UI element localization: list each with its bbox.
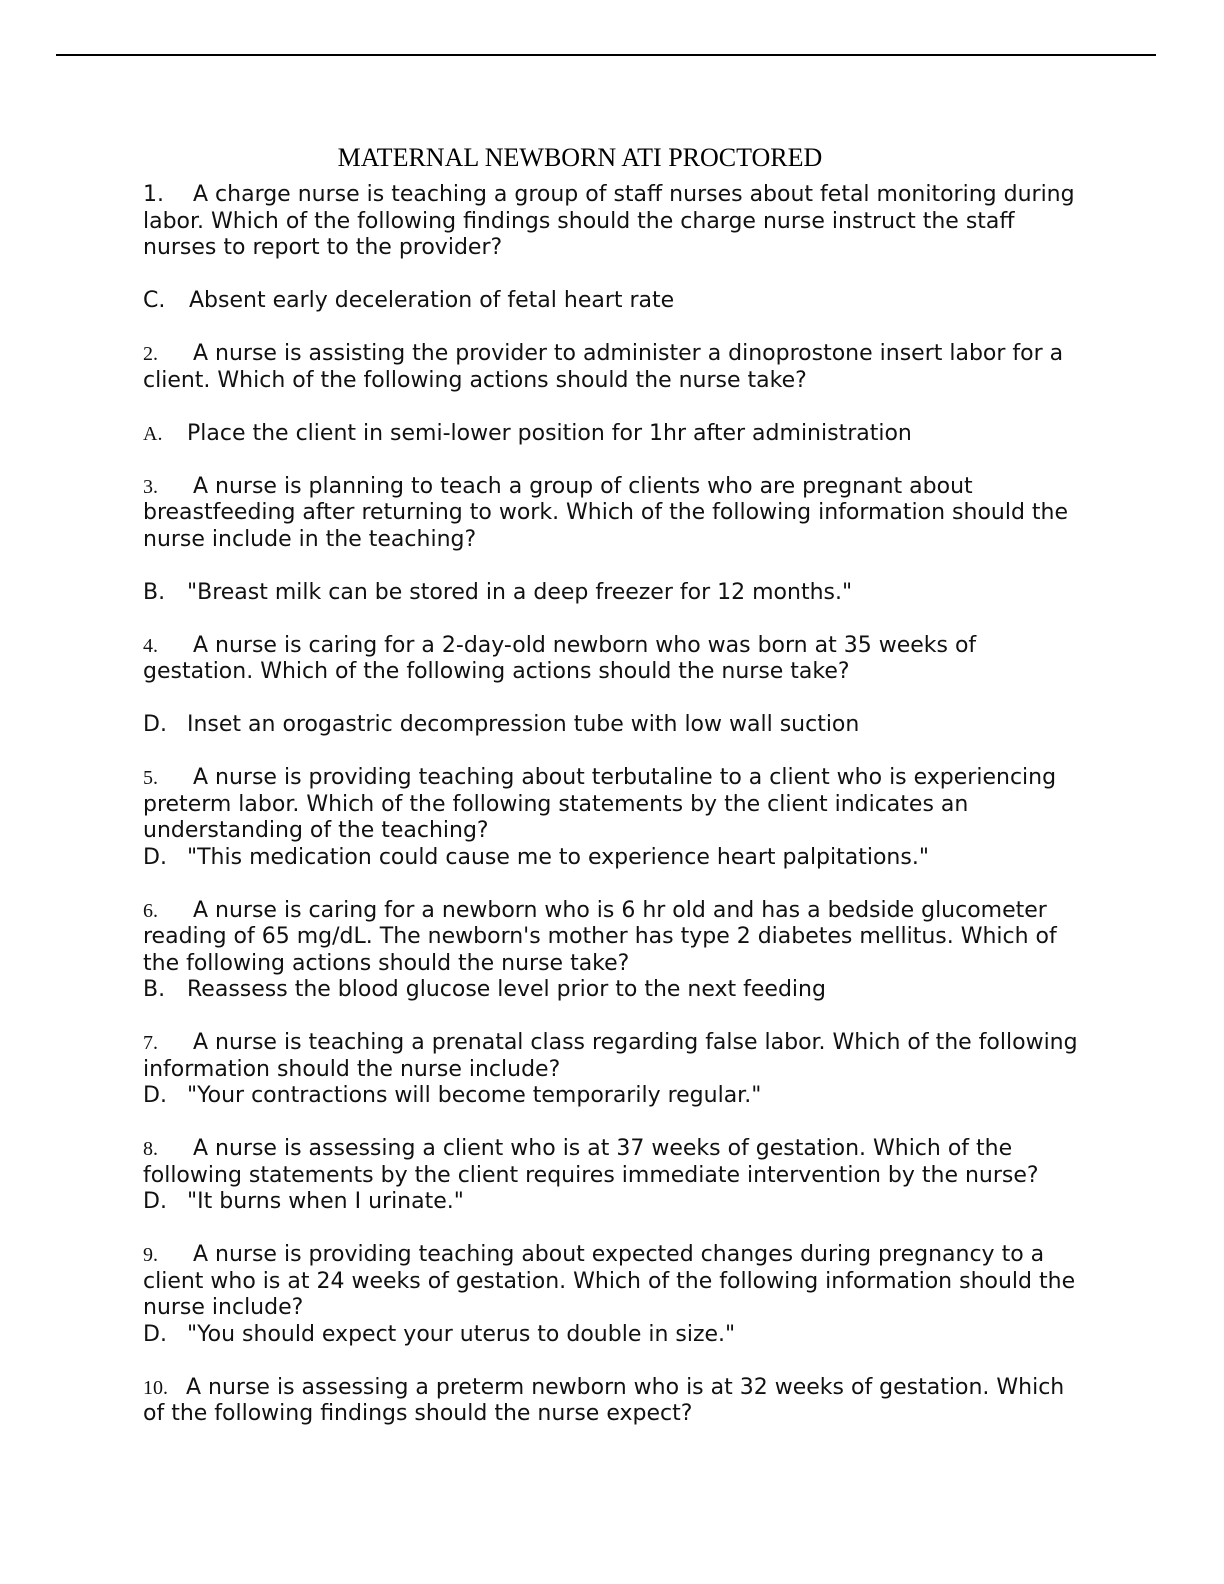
answer-letter: B. bbox=[143, 977, 166, 1002]
question-10 bbox=[143, 1375, 1083, 1428]
answer-letter: D. bbox=[143, 1083, 167, 1108]
question-number: 1. bbox=[143, 182, 164, 207]
question-8 bbox=[143, 1136, 1083, 1189]
answer-1 bbox=[143, 288, 1083, 315]
answer-letter: A. bbox=[143, 422, 163, 445]
question-6 bbox=[143, 898, 1083, 978]
question-number: 8. bbox=[143, 1138, 158, 1160]
question-text: A nurse is teaching a prenatal class regarding false labor. Which of the following information should the nurse include? bbox=[143, 1030, 1078, 1082]
question-text: A nurse is assessing a preterm newborn who is at 32 weeks of gestation. Which of the following findings should the nurse expect? bbox=[143, 1374, 1065, 1426]
question-9 bbox=[143, 1242, 1083, 1322]
question-text: A nurse is caring for a 2-day-old newborn who was born at 35 weeks of gestation. Which of the following actions should the nurse take? bbox=[143, 632, 977, 684]
answer-letter: D. bbox=[143, 1321, 167, 1347]
answer-6 bbox=[143, 977, 1083, 1004]
question-text: A nurse is caring for a newborn who is 6 hr old and has a bedside glucometer reading of 65 mg/dL. The newborn's mother has type 2 diabetes mellitus. Which of the following actions should the nurse take? bbox=[143, 897, 1057, 976]
document-body bbox=[143, 182, 1083, 1428]
question-text: A nurse is planning to teach a group of clients who are pregnant about breastfeeding after returning to work. Which of the following information should the nurse include in the teaching? bbox=[143, 473, 1069, 552]
question-number: 9. bbox=[143, 1244, 158, 1266]
question-number: 7. bbox=[143, 1032, 158, 1054]
answer-text: "Your contractions will become temporarily regular." bbox=[187, 1083, 762, 1108]
answer-text: Reassess the blood glucose level prior to the next feeding bbox=[187, 977, 826, 1002]
question-4 bbox=[143, 633, 1083, 686]
answer-9 bbox=[143, 1322, 1083, 1349]
answer-letter: C. bbox=[143, 288, 166, 313]
question-1 bbox=[143, 182, 1083, 262]
answer-2 bbox=[143, 421, 1083, 448]
question-number: 4. bbox=[143, 634, 158, 657]
answer-letter: D. bbox=[143, 1189, 167, 1214]
answer-5 bbox=[143, 845, 1083, 872]
answer-3 bbox=[143, 580, 1083, 607]
answer-text: Place the client in semi-lower position for 1hr after administration bbox=[187, 420, 912, 446]
answer-7 bbox=[143, 1083, 1083, 1110]
question-7 bbox=[143, 1030, 1083, 1083]
answer-8 bbox=[143, 1189, 1083, 1216]
question-text: A nurse is assessing a client who is at 37 weeks of gestation. Which of the following statements by the client requires immediate intervention by the nurse? bbox=[143, 1136, 1039, 1188]
answer-4 bbox=[143, 712, 1083, 739]
answer-letter: D. bbox=[143, 844, 167, 870]
answer-text: Inset an orogastric decompression tube with low wall suction bbox=[187, 712, 860, 737]
question-number: 3. bbox=[143, 475, 158, 498]
question-5 bbox=[143, 765, 1083, 845]
answer-letter: D. bbox=[143, 712, 167, 737]
answer-letter: B. bbox=[143, 579, 166, 605]
question-number: 10. bbox=[143, 1376, 168, 1399]
question-number: 5. bbox=[143, 767, 158, 789]
answer-text: "This medication could cause me to experience heart palpitations." bbox=[187, 844, 929, 870]
answer-text: "Breast milk can be stored in a deep freezer for 12 months." bbox=[187, 579, 853, 605]
answer-text: "You should expect your uterus to double in size." bbox=[187, 1321, 736, 1347]
document-title: MATERNAL NEWBORN ATI PROCTORED bbox=[337, 143, 823, 172]
question-3 bbox=[143, 474, 1083, 554]
answer-text: "It burns when I urinate." bbox=[187, 1189, 464, 1214]
question-text: A charge nurse is teaching a group of staff nurses about fetal monitoring during labor. Which of the following findings should the charge nurse instruct the staff nurses to report to the provider? bbox=[143, 182, 1075, 260]
header-rule bbox=[56, 54, 1156, 56]
question-text: A nurse is providing teaching about expected changes during pregnancy to a client who is at 24 weeks of gestation. Which of the following information should the nurse include? bbox=[143, 1242, 1076, 1320]
question-2 bbox=[143, 341, 1083, 394]
question-number: 2. bbox=[143, 343, 158, 365]
question-number: 6. bbox=[143, 899, 158, 922]
answer-text: Absent early deceleration of fetal heart rate bbox=[189, 288, 675, 313]
question-text: A nurse is assisting the provider to administer a dinoprostone insert labor for a client. Which of the following actions should the nurse take? bbox=[143, 341, 1064, 393]
question-text: A nurse is providing teaching about terbutaline to a client who is experiencing preterm labor. Which of the following statements by the client indicates an understanding of the teaching? bbox=[143, 765, 1057, 843]
